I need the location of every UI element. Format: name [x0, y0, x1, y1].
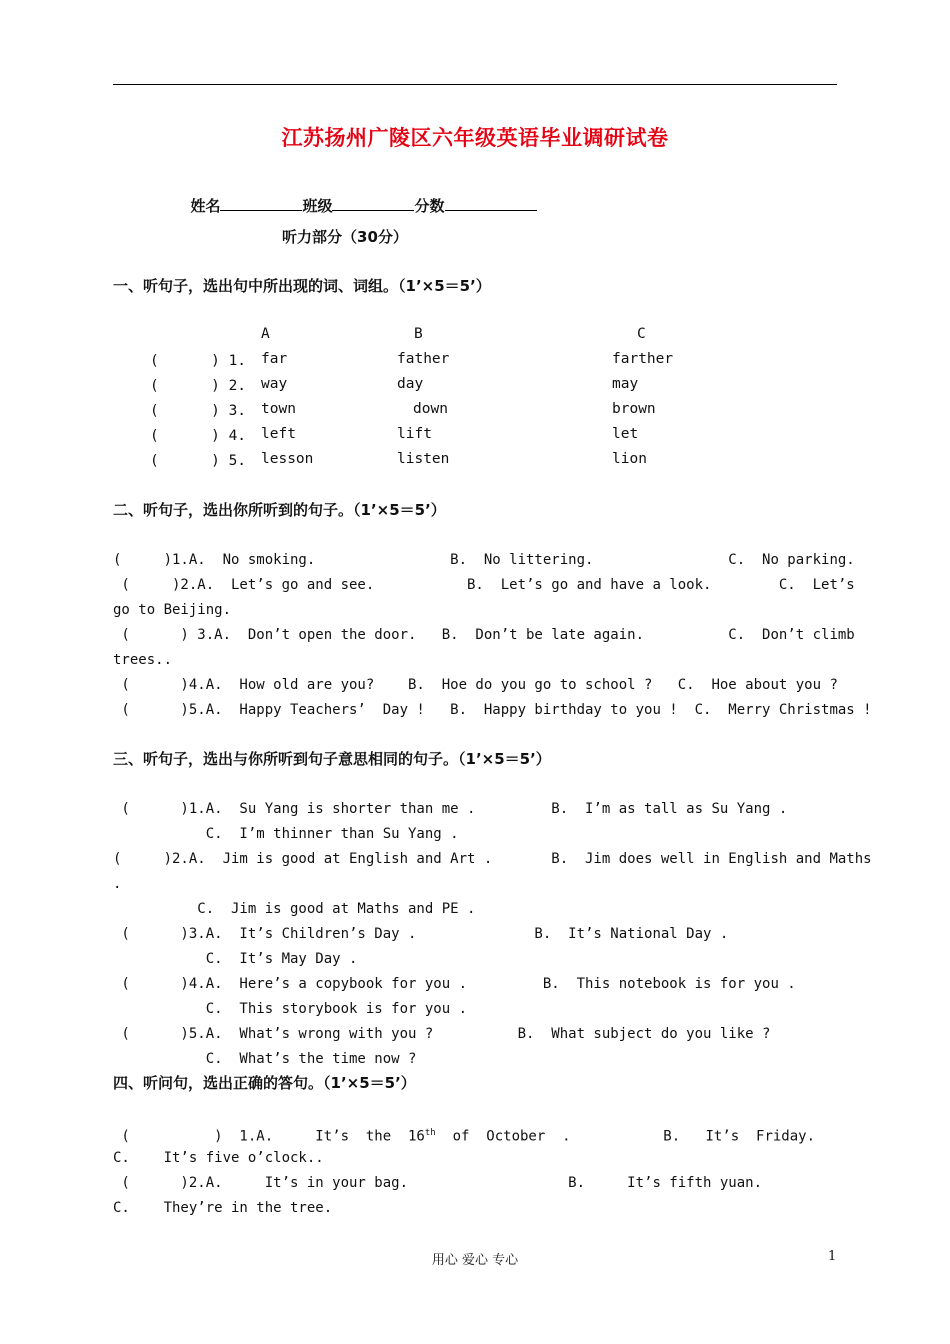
class-label: 班级 [302, 197, 333, 215]
footer-slogan: 用心 爱心 专心 [431, 1253, 519, 1268]
s1-row-4-num[interactable]: ( ) 4. [150, 428, 247, 444]
s1-row-2-b: day [397, 376, 424, 392]
s1-row-3-a: town [261, 401, 296, 417]
s4-line-3[interactable]: ( )2.A. It’s in your bag. B. It’s fifth yuan. [113, 1175, 763, 1191]
s3-line-7: C. It’s May Day . [113, 951, 358, 967]
col-header-a: A [261, 326, 270, 342]
s1-row-2-a: way [261, 376, 288, 392]
s1-row-5-num[interactable]: ( ) 5. [150, 453, 247, 469]
s3-line-9: C. This storybook is for you . [113, 1001, 468, 1017]
class-blank[interactable] [332, 196, 414, 211]
s1-row-2-num[interactable]: ( ) 2. [150, 378, 247, 394]
s1-row-2-c: may [612, 376, 639, 392]
s4-q1-sup: th [424, 1128, 436, 1138]
s1-row-4-c: let [612, 426, 639, 442]
s3-line-2: C. I’m thinner than Su Yang . [113, 826, 459, 842]
col-header-b: B [414, 326, 423, 342]
s1-row-1-num[interactable]: ( ) 1. [150, 353, 247, 369]
s1-row-3-num[interactable]: ( ) 3. [150, 403, 247, 419]
s1-row-3-c: brown [612, 401, 656, 417]
student-info [180, 176, 537, 216]
s4-q1-start: ( ) 1.A. It’s the 16 [113, 1128, 425, 1145]
s1-row-3-b: down [413, 401, 448, 417]
s4-line-1[interactable] [113, 1123, 815, 1147]
s4-q1-end: of October . B. It’s Friday. [435, 1128, 816, 1145]
score-blank[interactable] [445, 196, 537, 211]
s1-row-5-a: lesson [261, 451, 314, 467]
s2-line-4[interactable]: ( ) 3.A. Don’t open the door. B. Don’t be late again. C. Don’t climb [113, 627, 855, 643]
s3-line-3[interactable]: ( )2.A. Jim is good at English and Art . B. Jim does well in English and Maths [113, 851, 872, 867]
s3-line-11: C. What’s the time now ? [113, 1051, 417, 1067]
s3-line-5: C. Jim is good at Maths and PE . [113, 901, 476, 917]
score-label: 分数 [414, 197, 445, 215]
s2-line-3: go to Beijing. [113, 602, 232, 618]
s2-line-1[interactable]: ( )1.A. No smoking. B. No littering. C. No parking. [113, 552, 855, 568]
s2-line-5: trees.. [113, 652, 173, 668]
col-header-c: C [637, 326, 646, 342]
s1-row-1-c: farther [612, 351, 674, 367]
s3-line-4: . [113, 876, 122, 892]
name-label: 姓名 [190, 197, 221, 215]
name-blank[interactable] [220, 196, 302, 211]
s3-line-8[interactable]: ( )4.A. Here’s a copybook for you . B. This notebook is for you . [113, 976, 796, 992]
header-rule [113, 84, 837, 85]
section-3-title: 三、听句子，选出与你所听到句子意思相同的句子。（1’×5＝5’） [113, 750, 551, 768]
s3-line-1[interactable]: ( )1.A. Su Yang is shorter than me . B. I’m as tall as Su Yang . [113, 801, 788, 817]
s2-line-7[interactable]: ( )5.A. Happy Teachers’ Day ! B. Happy birthday to you ! C. Merry Christmas ! [113, 702, 872, 718]
section-4-title: 四、听问句，选出正确的答句。（1’×5＝5’） [113, 1074, 416, 1092]
section-1-title: 一、听句子，选出句中所出现的词、词组。（1’×5＝5’） [113, 277, 491, 295]
s4-line-4: C. They’re in the tree. [113, 1200, 333, 1216]
page-number: 1 [828, 1249, 837, 1264]
s1-row-4-a: left [261, 426, 296, 442]
s1-row-5-c: lion [612, 451, 647, 467]
s3-line-6[interactable]: ( )3.A. It’s Children’s Day . B. It’s National Day . [113, 926, 729, 942]
s2-line-6[interactable]: ( )4.A. How old are you? B. Hoe do you go to school ? C. Hoe about you ? [113, 677, 838, 693]
s1-row-4-b: lift [397, 426, 432, 442]
s3-line-10[interactable]: ( )5.A. What’s wrong with you ? B. What subject do you like ? [113, 1026, 771, 1042]
exam-title: 江苏扬州广陵区六年级英语毕业调研试卷 [281, 125, 669, 150]
s1-row-5-b: listen [397, 451, 450, 467]
s2-line-2[interactable]: ( )2.A. Let’s go and see. B. Let’s go and have a look. C. Let’s [113, 577, 855, 593]
s1-row-1-a: far [261, 351, 288, 367]
section-2-title: 二、听句子，选出你所听到的句子。（1’×5＝5’） [113, 501, 446, 519]
listening-title: 听力部分（30分） [282, 228, 408, 246]
s1-row-1-b: father [397, 351, 450, 367]
s4-line-2: C. It’s five o’clock.. [113, 1150, 324, 1166]
